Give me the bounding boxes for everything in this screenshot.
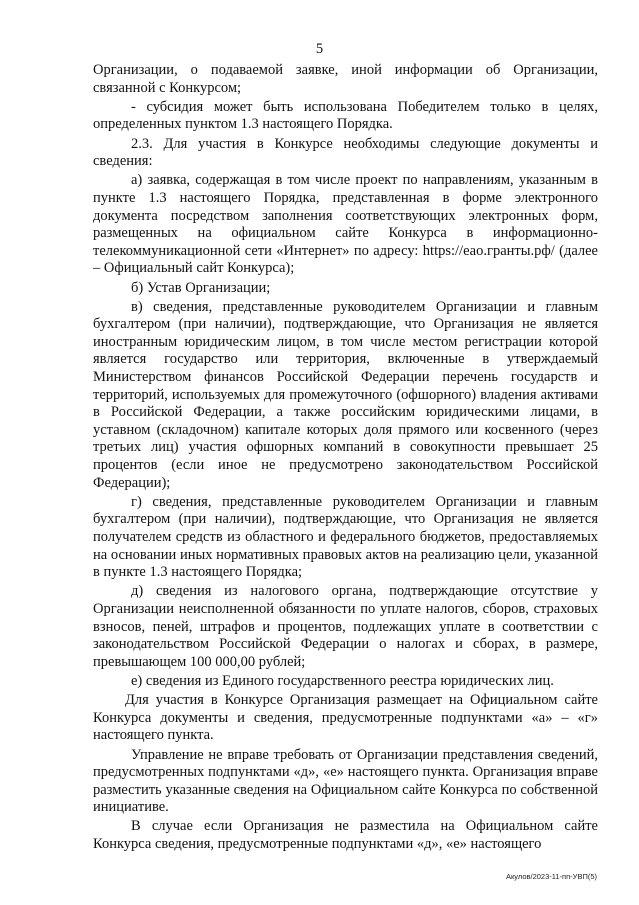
paragraph-item-e: е) сведения из Единого государственного реестра юридических лиц. xyxy=(131,672,554,689)
paragraph-management: Управление не вправе требовать от Организации представления сведений, предусмотренных подпунктами «д», «е» настоящего пункта. Организация вправе разместить указанные сведения на Официальном сайте Конкурса по собственной инициативе. xyxy=(93,746,598,816)
paragraph-item-b: б) Устав Организации; xyxy=(131,279,271,296)
paragraph-submission: Для участия в Конкурсе Организация размещает на Официальном сайте Конкурса документы и сведения, предусмотренные подпунктами «а» – «г» настоящего пункта. xyxy=(93,692,598,744)
paragraph-item-d: д) сведения из налогового органа, подтверждающие отсутствие у Организации неисполненной обязанности по уплате налогов, сборов, страховых взносов, пеней, штрафов и процентов, подлежащих уплате в соответствии с законодательством Российской Федерации о налогах и сборах, в размере, превышающем 100 000,00 рублей; xyxy=(93,583,598,670)
paragraph-2-3: 2.3. Для участия в Конкурсе необходимы следующие документы и сведения: xyxy=(93,135,598,170)
document-body xyxy=(93,62,598,855)
paragraph-continuation: Организации, о подаваемой заявке, иной информации об Организации, связанной с Конкурсом; xyxy=(93,62,598,96)
paragraph-subsidy-purpose: - субсидия может быть использована Победителем только в целях, определенных пунктом 1.3 настоящего Порядка. xyxy=(93,98,598,133)
page-number: 5 xyxy=(315,41,324,57)
paragraph-item-v: в) сведения, представленные руководителем Организации и главным бухгалтером (при наличии), подтверждающие, что Организация не является иностранным юридическим лицом, в том числе местом регистрации которой является государство или территория, включенные в утверждаемый Министерством финансов Российской Федерации перечень государств и территорий, используемых для промежуточного (офшорного) владения активами в Российской Федерации, а также российским юридическими лицами, в уставном (складочном) капитале которых доля прямого или косвенного (через третьих лиц) участия офшорных компаний в совокупности превышает 25 процентов (если иное не предусмотрено законодательством Российской Федерации); xyxy=(93,298,598,491)
paragraph-item-g: г) сведения, представленные руководителем Организации и главным бухгалтером (при наличии), подтверждающие, что Организация не является получателем средств из областного и федерального бюджетов, предоставляемых на основании иных нормативных правовых актов на реализацию цели, указанной в пункте 1.3 настоящего Порядка; xyxy=(93,493,598,581)
paragraph-item-a: а) заявка, содержащая в том числе проект по направлениям, указанным в пункте 1.3 настоящего Порядка, представленная в форме электронного документа посредством заполнения соответствующих электронных форм, размещенных на официальном сайте Конкурса в информационно-телекоммуникационной сети «Интернет» по адресу: https://еао.гранты.рф/ (далее – Официальный сайт Конкурса); xyxy=(93,172,598,277)
document-footer-code: Акулов/2023-11-пп-УВП(5) xyxy=(505,872,597,881)
paragraph-if-not-posted: В случае если Организация не разместила на Официальном сайте Конкурса сведения, предусмотренные подпунктами «д», «е» настоящего xyxy=(93,818,598,853)
